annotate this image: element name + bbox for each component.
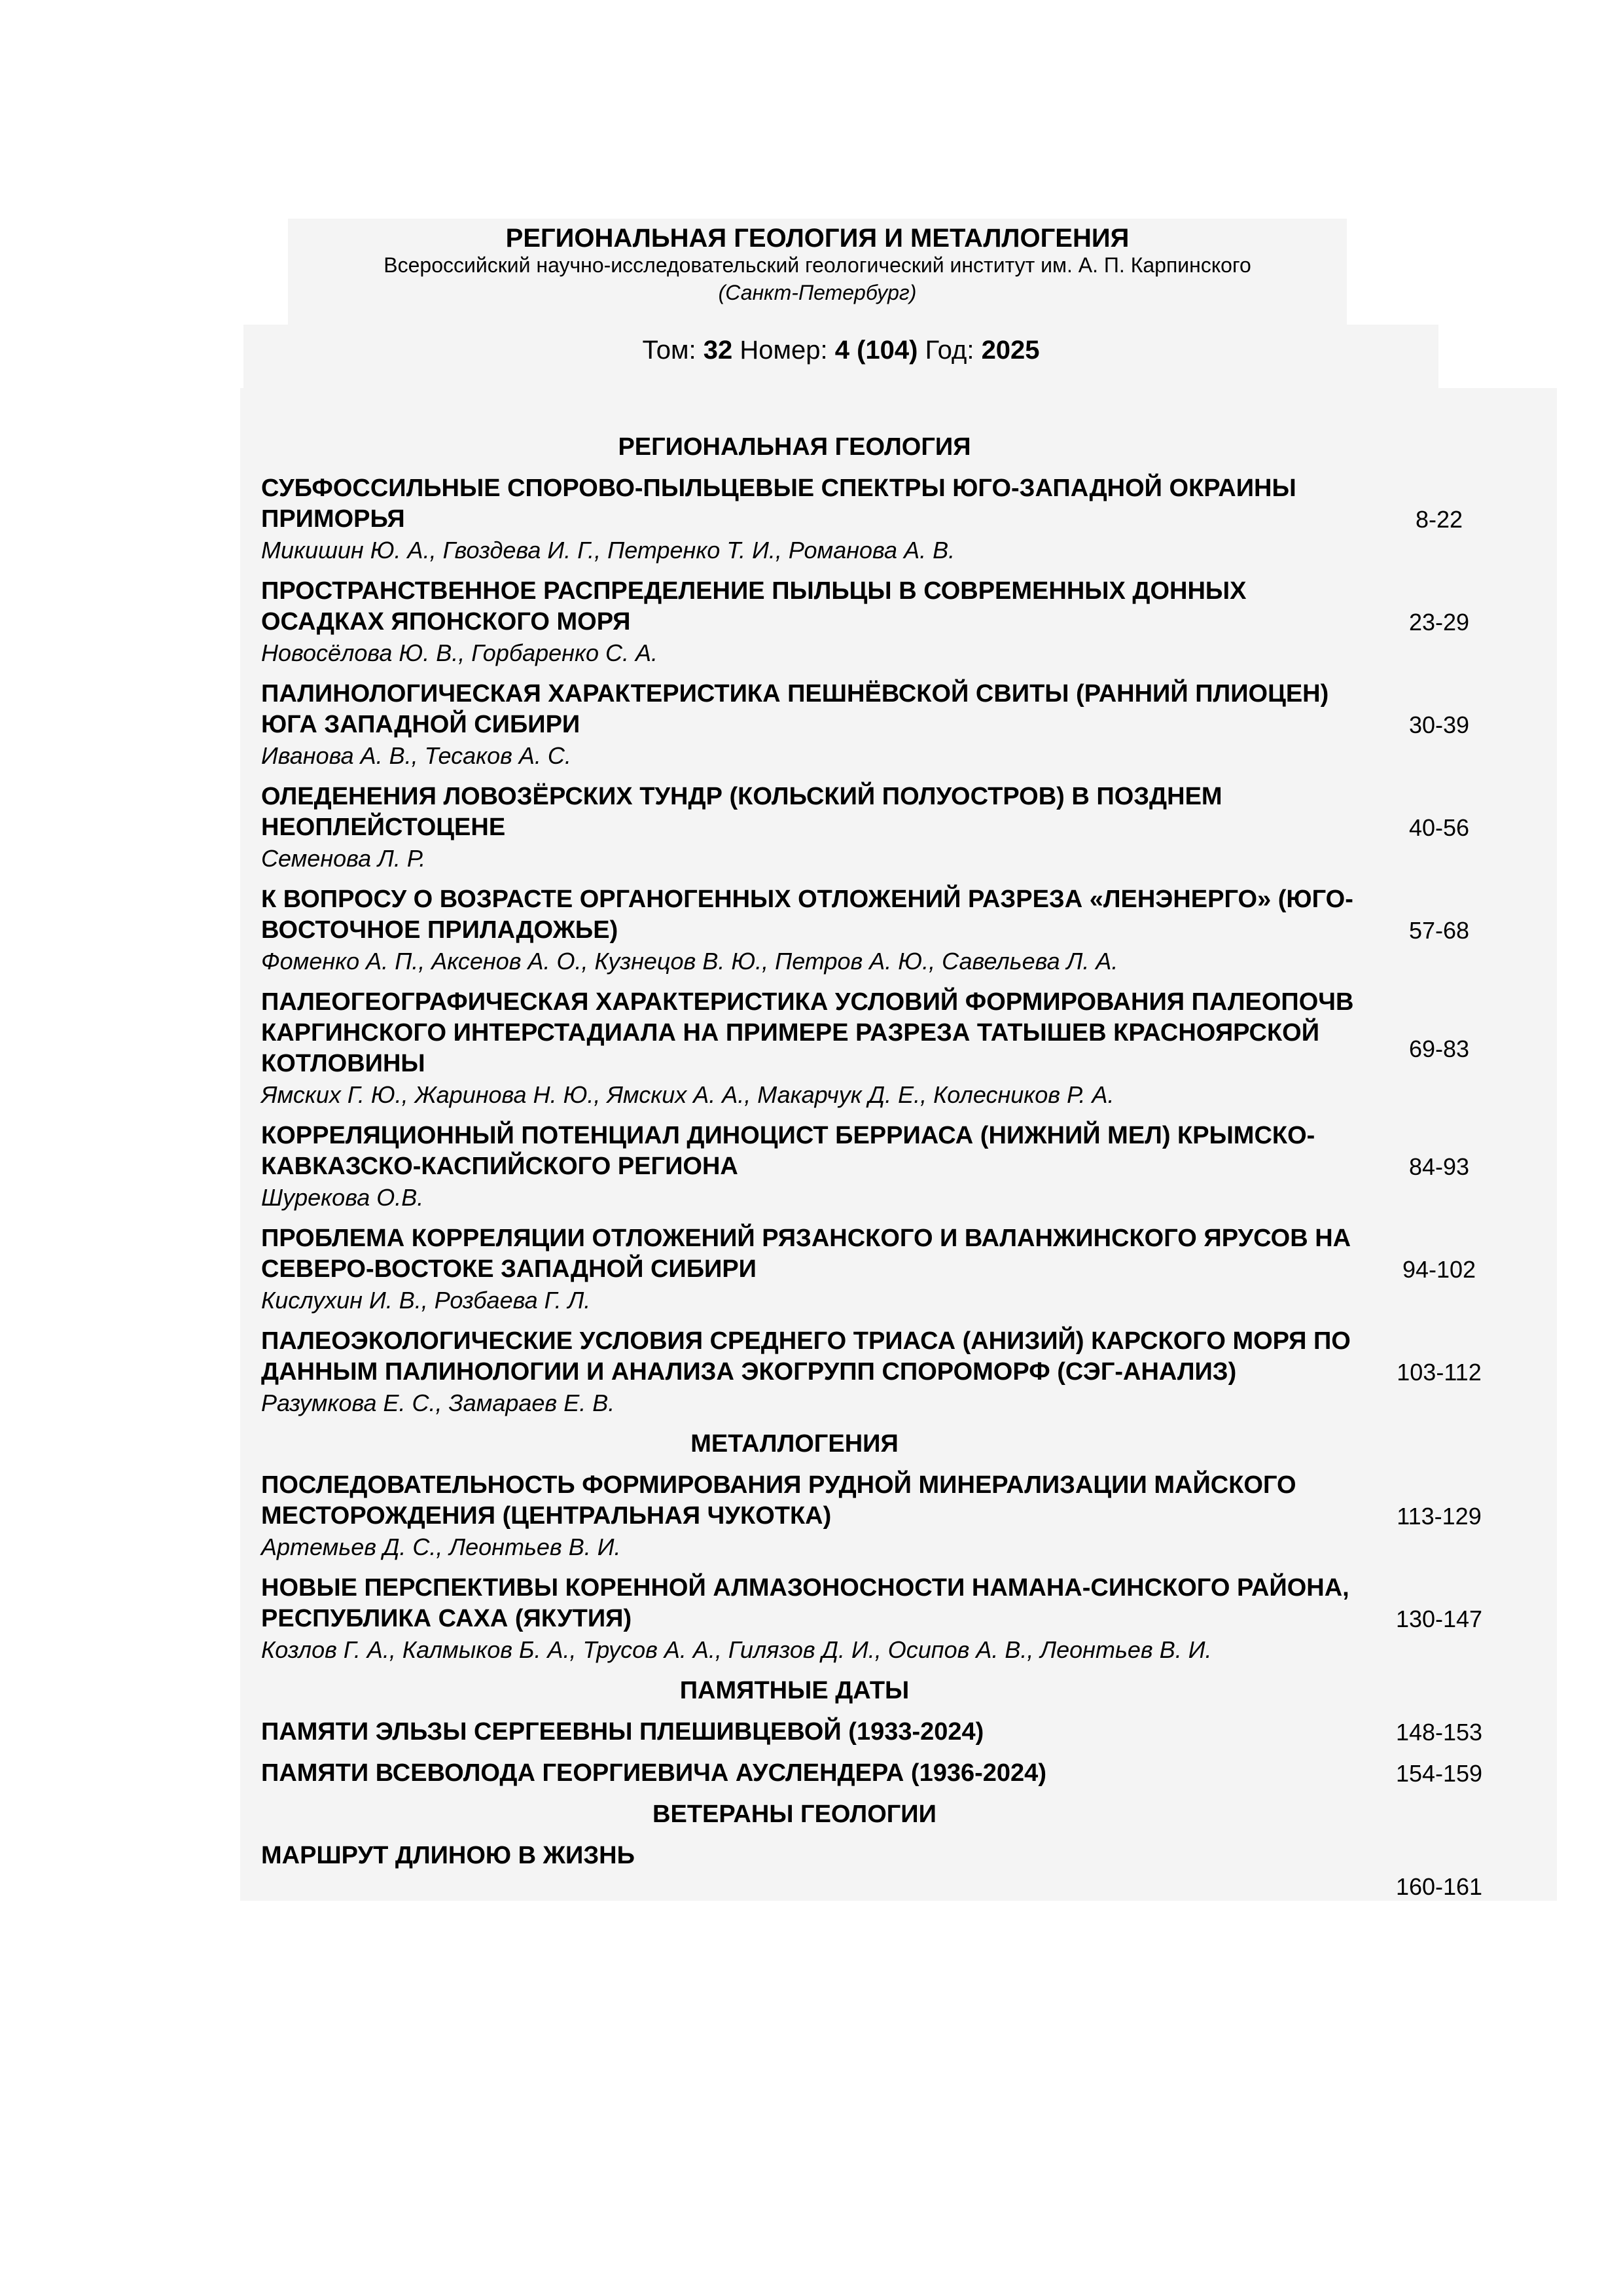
article-title-link[interactable]: ПАЛИНОЛОГИЧЕСКАЯ ХАРАКТЕРИСТИКА ПЕШНЁВСКОЙ СВИТЫ (РАННИЙ ПЛИОЦЕН) ЮГА ЗАПАДНОЙ СИБИРИ [261, 680, 1329, 738]
toc-entry [261, 781, 1537, 874]
section-heading: РЕГИОНАЛЬНАЯ ГЕОЛОГИЯ [618, 433, 971, 461]
entry-text [261, 1470, 1361, 1562]
year-label: Год: [925, 336, 974, 365]
toc-entry [261, 1121, 1537, 1213]
number: 4 (104) [834, 336, 918, 365]
journal-title: РЕГИОНАЛЬНАЯ ГЕОЛОГИЯ И МЕТАЛЛОГЕНИЯ [505, 224, 1130, 253]
section-heading: МЕТАЛЛОГЕНИЯ [690, 1430, 899, 1458]
article-pages: 8-22 [1415, 506, 1463, 533]
toc-entry [261, 884, 1537, 977]
article-title-link[interactable]: МАРШРУТ ДЛИНОЮ В ЖИЗНЬ [261, 1842, 635, 1869]
article-authors: Новосёлова Ю. В., Горбаренко С. А. [261, 639, 658, 666]
article-title-link[interactable]: НОВЫЕ ПЕРСПЕКТИВЫ КОРЕННОЙ АЛМАЗОНОСНОСТИ НАМАНА-СИНСКОГО РАЙОНА, РЕСПУБЛИКА САХА (ЯКУТИЯ) [261, 1574, 1349, 1632]
article-pages: 57-68 [1408, 917, 1470, 944]
article-pages: 30-39 [1408, 711, 1470, 738]
toc-entry [261, 1717, 1537, 1748]
toc-entry [261, 1470, 1537, 1562]
entry-text [261, 1758, 1361, 1789]
toc-entry [261, 1223, 1537, 1316]
number-label: Номер: [740, 336, 828, 365]
toc-entry [261, 1758, 1537, 1789]
article-authors: Артемьев Д. С., Леонтьев В. И. [261, 1534, 621, 1560]
table-of-contents [240, 388, 1557, 1901]
entry-text [261, 884, 1361, 977]
article-pages: 148-153 [1395, 1719, 1483, 1746]
entry-text [261, 576, 1361, 668]
volume-label: Том: [642, 336, 696, 365]
article-title-link[interactable]: ОЛЕДЕНЕНИЯ ЛОВОЗЁРСКИХ ТУНДР (КОЛЬСКИЙ ПОЛУОСТРОВ) В ПОЗДНЕМ НЕОПЛЕЙСТОЦЕНЕ [261, 783, 1222, 841]
entry-text [261, 1840, 1361, 1902]
entry-text [261, 1223, 1361, 1316]
article-pages: 154-159 [1395, 1760, 1483, 1787]
article-title-link[interactable]: ПРОСТРАНСТВЕННОЕ РАСПРЕДЕЛЕНИЕ ПЫЛЬЦЫ В СОВРЕМЕННЫХ ДОННЫХ ОСАДКАХ ЯПОНСКОГО МОРЯ [261, 577, 1247, 636]
article-pages: 160-161 [1395, 1873, 1483, 1900]
year: 2025 [981, 336, 1040, 365]
volume: 32 [703, 336, 733, 365]
entry-text [261, 781, 1361, 874]
article-authors: Козлов Г. А., Калмыков Б. А., Трусов А. А., Гилязов Д. И., Осипов А. В., Леонтьев В. И. [261, 1636, 1212, 1663]
article-authors: Шурекова О.В. [261, 1184, 424, 1211]
article-title-link[interactable]: ПАЛЕОГЕОГРАФИЧЕСКАЯ ХАРАКТЕРИСТИКА УСЛОВИЙ ФОРМИРОВАНИЯ ПАЛЕОПОЧВ КАРГИНСКОГО ИНТЕРСТАДИАЛА НА ПРИМЕРЕ РАЗРЕЗА ТАТЫШЕВ КРАСНОЯРСКОЙ КОТЛОВИНЫ [261, 988, 1354, 1077]
entry-text [261, 1326, 1361, 1418]
article-authors: Иванова А. В., Тесаков А. С. [261, 742, 571, 769]
article-authors: Семенова Л. Р. [261, 845, 426, 872]
article-pages: 40-56 [1408, 814, 1470, 841]
toc-entry [261, 473, 1537, 565]
article-pages: 130-147 [1395, 1605, 1483, 1632]
city: (Санкт-Петербург) [718, 281, 917, 304]
article-authors: Фоменко А. П., Аксенов А. О., Кузнецов В. Ю., Петров А. Ю., Савельева Л. А. [261, 948, 1118, 975]
article-authors: Микишин Ю. А., Гвоздева И. Г., Петренко Т. И., Романова А. В. [261, 537, 955, 564]
article-title-link[interactable]: ПАМЯТИ ЭЛЬЗЫ СЕРГЕЕВНЫ ПЛЕШИВЦЕВОЙ (1933-2024) [261, 1718, 984, 1746]
toc-entry [261, 1840, 1537, 1902]
article-pages: 103-112 [1397, 1359, 1482, 1386]
section-heading: ВЕТЕРАНЫ ГЕОЛОГИИ [652, 1801, 936, 1828]
entry-text [261, 679, 1361, 771]
article-pages: 94-102 [1402, 1256, 1476, 1283]
entry-text [261, 987, 1361, 1110]
issue-info [243, 325, 1438, 388]
toc-entry [261, 987, 1537, 1110]
article-pages: 84-93 [1408, 1153, 1470, 1180]
toc-entry [261, 1326, 1537, 1418]
toc-entry [261, 576, 1537, 668]
article-authors: Ямских Г. Ю., Жаринова Н. Ю., Ямских А. А., Макарчук Д. Е., Колесников Р. А. [261, 1081, 1115, 1108]
toc-entry [261, 1573, 1537, 1665]
article-title-link[interactable]: К ВОПРОСУ О ВОЗРАСТЕ ОРГАНОГЕННЫХ ОТЛОЖЕНИЙ РАЗРЕЗА «ЛЕНЭНЕРГО» (ЮГО-ВОСТОЧНОЕ ПРИЛАДОЖЬЕ) [261, 886, 1353, 944]
article-authors: Разумкова Е. С., Замараев Е. В. [261, 1390, 615, 1416]
entry-text [261, 1121, 1361, 1213]
article-title-link[interactable]: ПРОБЛЕМА КОРРЕЛЯЦИИ ОТЛОЖЕНИЙ РЯЗАНСКОГО И ВАЛАНЖИНСКОГО ЯРУСОВ НА СЕВЕРО-ВОСТОКЕ ЗАПАДНОЙ СИБИРИ [261, 1225, 1351, 1283]
entry-text [261, 1717, 1361, 1748]
article-authors: Кислухин И. В., Розбаева Г. Л. [261, 1287, 591, 1314]
section-heading: ПАМЯТНЫЕ ДАТЫ [679, 1677, 910, 1704]
article-authors [261, 1871, 1361, 1902]
article-title-link[interactable]: ПАЛЕОЭКОЛОГИЧЕСКИЕ УСЛОВИЯ СРЕДНЕГО ТРИАСА (АНИЗИЙ) КАРСКОГО МОРЯ ПО ДАННЫМ ПАЛИНОЛОГИИ И АНАЛИЗА ЭКОГРУПП СПОРОМОРФ (СЭГ-АНАЛИЗ) [261, 1327, 1351, 1386]
article-title-link[interactable]: СУБФОССИЛЬНЫЕ СПОРОВО-ПЫЛЬЦЕВЫЕ СПЕКТРЫ ЮГО-ЗАПАДНОЙ ОКРАИНЫ ПРИМОРЬЯ [261, 475, 1296, 533]
journal-header [288, 219, 1347, 325]
article-pages: 69-83 [1408, 1035, 1470, 1062]
institute-name: Всероссийский научно-исследовательский геологический институт им. А. П. Карпинского [383, 253, 1251, 277]
entry-text [261, 473, 1361, 565]
article-title-link[interactable]: ПАМЯТИ ВСЕВОЛОДА ГЕОРГИЕВИЧА АУСЛЕНДЕРА (1936-2024) [261, 1759, 1046, 1787]
article-pages: 23-29 [1408, 609, 1470, 636]
article-pages: 113-129 [1397, 1503, 1482, 1530]
toc-entry [261, 679, 1537, 771]
article-title-link[interactable]: КОРРЕЛЯЦИОННЫЙ ПОТЕНЦИАЛ ДИНОЦИСТ БЕРРИАСА (НИЖНИЙ МЕЛ) КРЫМСКО-КАВКАЗСКО-КАСПИЙСКОГО РЕГИОНА [261, 1122, 1315, 1180]
entry-text [261, 1573, 1361, 1665]
article-title-link[interactable]: ПОСЛЕДОВАТЕЛЬНОСТЬ ФОРМИРОВАНИЯ РУДНОЙ МИНЕРАЛИЗАЦИИ МАЙСКОГО МЕСТОРОЖДЕНИЯ (ЦЕНТРАЛЬНАЯ ЧУКОТКА) [261, 1471, 1296, 1530]
